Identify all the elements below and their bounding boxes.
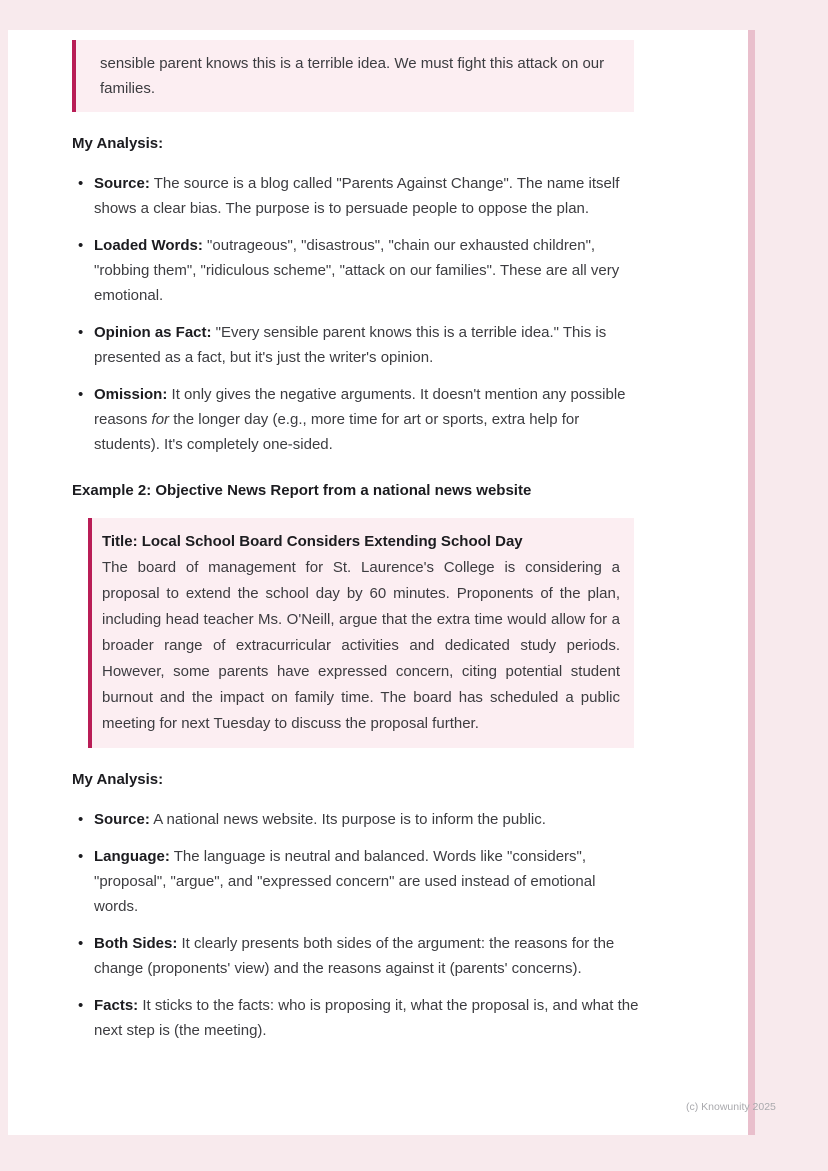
analysis-item-text: The language is neutral and balanced. Words like "considers", "proposal", "argue", and "expressed concern" are used instead of emotional words. xyxy=(94,848,596,915)
quote-block-biased-blog xyxy=(72,40,634,112)
analysis-item-opinion-as-fact xyxy=(72,320,642,370)
watermark: (c) Knowunity 2025 xyxy=(686,1101,776,1113)
analysis-item-italic-word: for xyxy=(151,411,170,428)
quote-body: The board of management for St. Laurence's College is considering a proposal to extend the school day by 60 minutes. Proponents of the plan, including head teacher Ms. O'Neill, argue that the extra time would allow for a broader range of extracurricular activities and dedicated study periods. However, some parents have expressed concern, citing potential student burnout and the impact on family time. The board has scheduled a public meeting for next Tuesday to discuss the proposal further. xyxy=(102,559,620,732)
page-edge-stripe xyxy=(748,30,755,1135)
analysis-item-facts xyxy=(72,993,642,1043)
analysis-item-label: Opinion as Fact: xyxy=(94,324,212,341)
analysis1-list xyxy=(72,171,642,457)
analysis-item-text: "Every sensible parent knows this is a terrible idea." This is presented as a fact, but it's just the writer's opinion. xyxy=(94,324,607,366)
analysis2-list xyxy=(72,807,642,1043)
analysis-item-label: Facts: xyxy=(94,997,139,1014)
analysis1-heading: My Analysis: xyxy=(72,135,164,152)
example2-heading: Example 2: Objective News Report from a national news website xyxy=(72,482,532,499)
analysis-item-text: A national news website. Its purpose is to inform the public. xyxy=(149,811,546,828)
analysis-item-omission xyxy=(72,382,642,457)
analysis-item-both-sides xyxy=(72,931,642,981)
analysis-item-source xyxy=(72,807,642,832)
analysis-item-text: It only gives the negative arguments. It doesn't mention any possible reasons xyxy=(94,386,626,428)
analysis-item-label: Omission: xyxy=(94,386,168,403)
analysis-item-language xyxy=(72,844,642,919)
analysis-item-label: Source: xyxy=(94,175,150,192)
analysis-item-text: "outrageous", "disastrous", "chain our exhausted children", "robbing them", "ridiculous scheme", "attack on our families". These are all very emotional. xyxy=(94,237,620,304)
analysis-item-label: Language: xyxy=(94,848,170,865)
analysis-item-source xyxy=(72,171,642,221)
quote-block-news-report xyxy=(88,518,634,748)
analysis-item-label: Both Sides: xyxy=(94,935,178,952)
analysis-item-loaded-words xyxy=(72,233,642,308)
analysis-item-text: The source is a blog called "Parents Against Change". The name itself shows a clear bias. The purpose is to persuade people to oppose the plan. xyxy=(94,175,620,217)
quote-text: sensible parent knows this is a terrible idea. We must fight this attack on our families. xyxy=(100,55,605,97)
quote-title: Title: Local School Board Considers Extending School Day xyxy=(102,533,523,550)
analysis-item-text: the longer day (e.g., more time for art or sports, extra help for students). It's completely one-sided. xyxy=(94,411,580,453)
analysis-item-text: It clearly presents both sides of the argument: the reasons for the change (proponents' view) and the reasons against it (parents' concerns). xyxy=(94,935,615,977)
document-page xyxy=(8,30,748,1135)
document-content xyxy=(8,30,642,1043)
analysis-item-label: Loaded Words: xyxy=(94,237,203,254)
analysis2-heading: My Analysis: xyxy=(72,771,164,788)
analysis-item-text: It sticks to the facts: who is proposing it, what the proposal is, and what the next step is (the meeting). xyxy=(94,997,639,1039)
analysis-item-label: Source: xyxy=(94,811,150,828)
